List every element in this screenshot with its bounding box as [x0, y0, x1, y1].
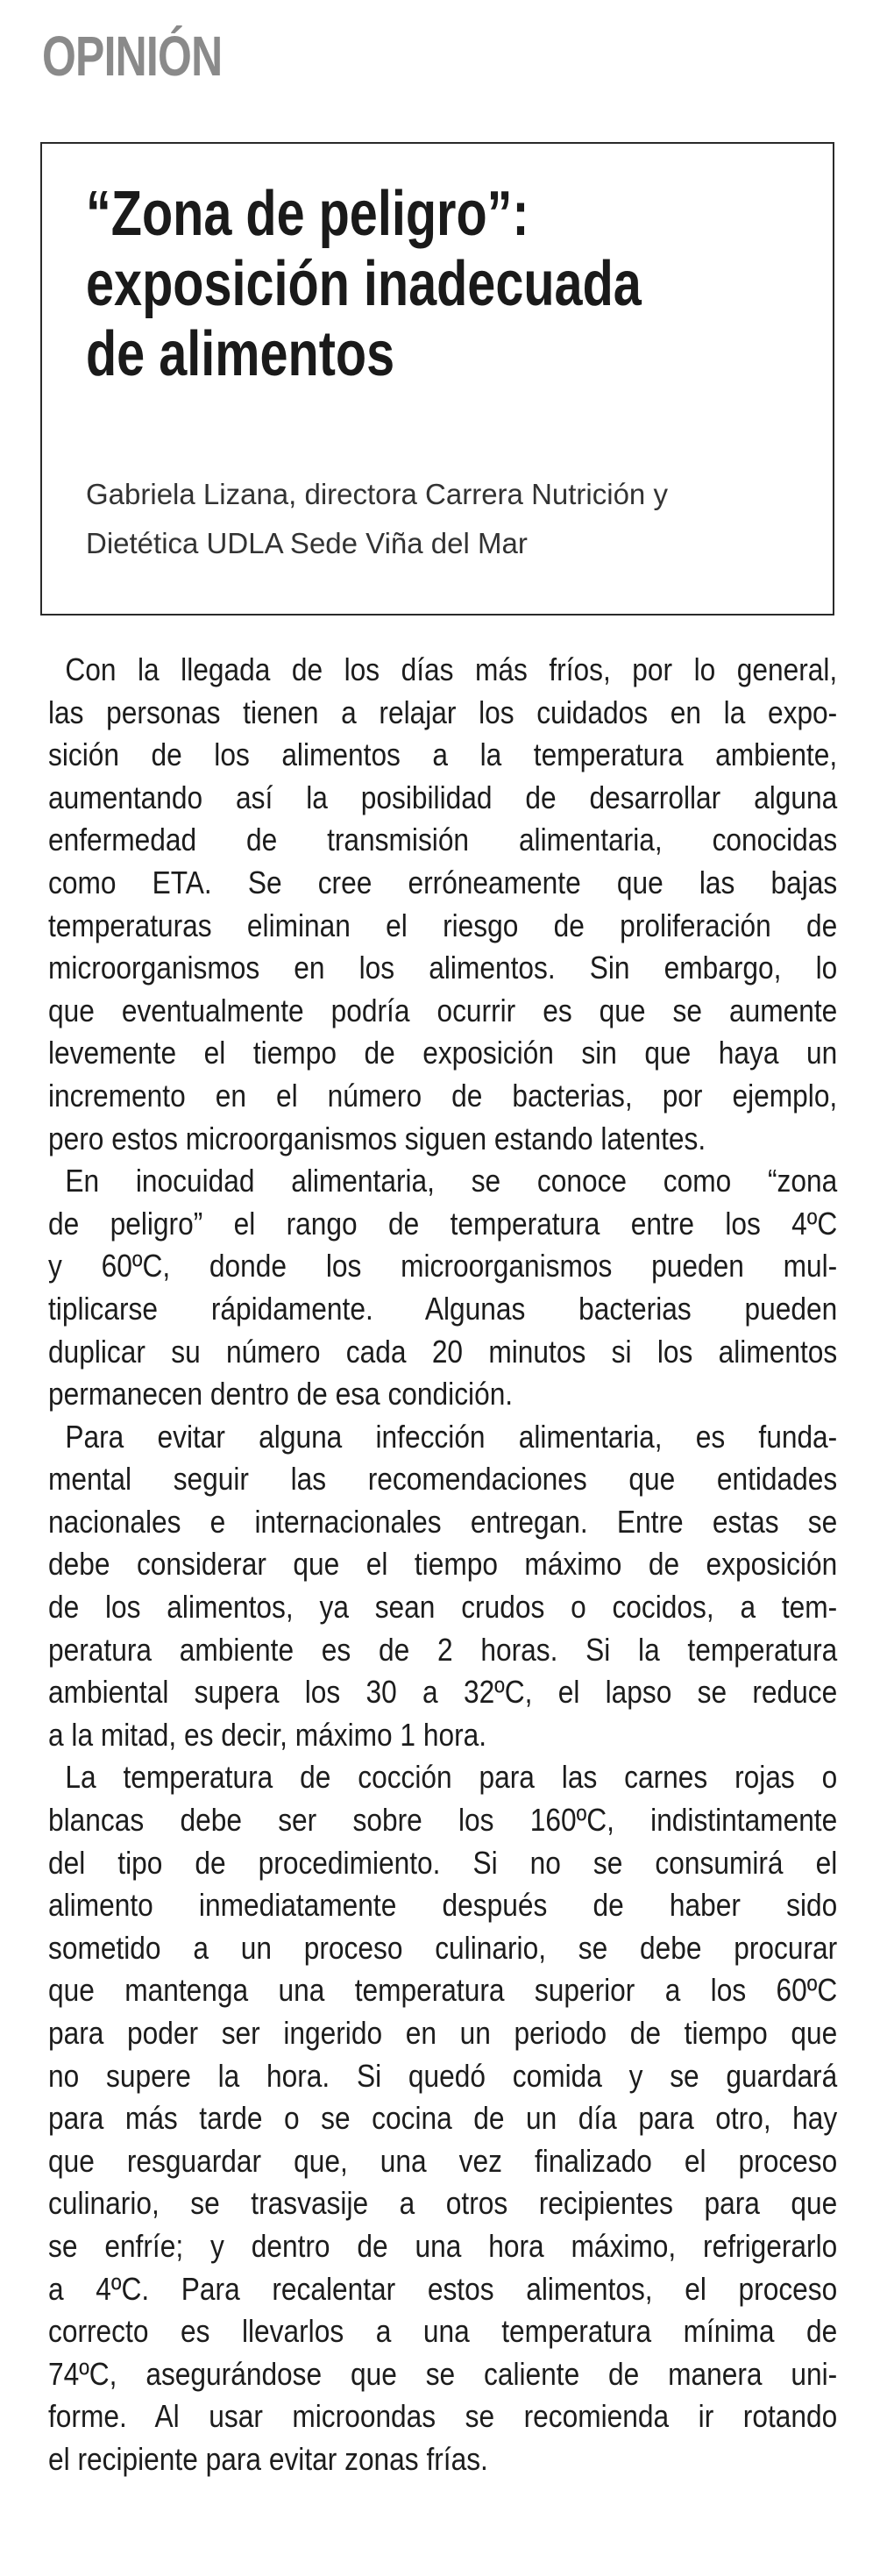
article-line: a la mitad, es decir, máximo 1 hora. — [48, 1716, 487, 1753]
article-paragraph — [48, 1416, 837, 1757]
article-line: que resguardar que, una vez finalizado el proceso — [48, 2142, 838, 2179]
article-line: aumentando así la posibilidad de desarrollar alguna — [48, 779, 838, 815]
article-line: pero estos microorganismos siguen estando latentes. — [48, 1120, 706, 1156]
article-line: 74ºC, asegurándose que se caliente de manera uni- — [48, 2355, 838, 2392]
article-line: correcto es llevarlos a una temperatura mínima de — [48, 2313, 838, 2350]
article-line: blancas debe ser sobre los 160ºC, indistintamente — [48, 1802, 838, 1839]
article-line: el recipiente para evitar zonas frías. — [48, 2440, 488, 2477]
section-label: OPINIÓN — [42, 25, 223, 88]
article-line: enfermedad de transmisión alimentaria, conocidas — [48, 822, 838, 858]
headline-line: “Zona de peligro”: — [86, 179, 529, 249]
article-line: temperaturas eliminan el riesgo de proliferación de — [48, 907, 838, 943]
article-line: nacionales e internacionales entregan. Entre estas se — [48, 1503, 838, 1540]
article-line: para poder ser ingerido en un periodo de tiempo que — [48, 2015, 838, 2051]
article-line: sición de los alimentos a la temperatura ambiente, — [48, 737, 838, 773]
article-line: Con la llegada de los días más fríos, por lo general, — [65, 651, 838, 687]
article-line: de los alimentos, ya sean crudos o cocidos, a tem- — [48, 1589, 838, 1626]
article-line: incremento en el número de bacterias, por ejemplo, — [48, 1077, 838, 1114]
article-line: microorganismos en los alimentos. Sin embargo, lo — [48, 950, 838, 986]
article-body — [48, 649, 837, 2481]
byline-line: Dietética UDLA Sede Viña del Mar — [86, 527, 528, 559]
article-paragraph — [48, 1160, 837, 1416]
article-line: de peligro” el rango de temperatura entre los 4ºC — [48, 1205, 838, 1242]
headline-line: de alimentos — [86, 319, 395, 389]
article-line: a 4ºC. Para recalentar estos alimentos, el proceso — [48, 2270, 838, 2307]
article-line: alimento inmediatamente después de haber sido — [48, 1887, 838, 1924]
article-line: que eventualmente podría ocurrir es que se aumente — [48, 992, 838, 1028]
article-line: se enfríe; y dentro de una hora máximo, refrigerarlo — [48, 2227, 838, 2264]
article-line: levemente el tiempo de exposición sin que haya un — [48, 1035, 838, 1071]
article-line: Para evitar alguna infección alimentaria, es funda- — [65, 1418, 838, 1455]
article-paragraph — [48, 1756, 837, 2480]
article-line: del tipo de procedimiento. Si no se consumirá el — [48, 1844, 838, 1881]
article-paragraph — [48, 649, 837, 1160]
article-line: como ETA. Se cree erróneamente que las bajas — [48, 864, 838, 900]
article-line: no supere la hora. Si quedó comida y se guardará — [48, 2057, 838, 2094]
byline-line: Gabriela Lizana, directora Carrera Nutrición y — [86, 478, 668, 510]
article-line: mental seguir las recomendaciones que entidades — [48, 1461, 838, 1498]
byline — [86, 470, 805, 568]
article-line: En inocuidad alimentaria, se conoce como “zona — [65, 1163, 838, 1199]
article-line: permanecen dentro de esa condición. — [48, 1376, 514, 1413]
article-line: para más tarde o se cocina de un día para otro, hay — [48, 2100, 838, 2137]
headline-box — [40, 142, 834, 616]
headline-line: exposición inadecuada — [86, 249, 642, 319]
headline — [86, 179, 642, 389]
article-line: culinario, se trasvasije a otros recipientes para que — [48, 2185, 838, 2222]
article-line: duplicar su número cada 20 minutos si los alimentos — [48, 1333, 838, 1370]
article-line: tiplicarse rápidamente. Algunas bacterias pueden — [48, 1290, 838, 1327]
article-line: las personas tienen a relajar los cuidados en la expo- — [48, 694, 838, 730]
article-line: sometido a un proceso culinario, se debe procurar — [48, 1929, 838, 1966]
article-line: que mantenga una temperatura superior a los 60ºC — [48, 1972, 838, 2009]
article-line: debe considerar que el tiempo máximo de exposición — [48, 1546, 838, 1583]
article-line: La temperatura de cocción para las carnes rojas o — [65, 1759, 838, 1796]
article-line: forme. Al usar microondas se recomienda ir rotando — [48, 2398, 838, 2435]
article-line: peratura ambiente es de 2 horas. Si la temperatura — [48, 1631, 838, 1668]
article-line: y 60ºC, donde los microorganismos pueden mul- — [48, 1248, 838, 1284]
article-line: ambiental supera los 30 a 32ºC, el lapso se reduce — [48, 1674, 838, 1711]
